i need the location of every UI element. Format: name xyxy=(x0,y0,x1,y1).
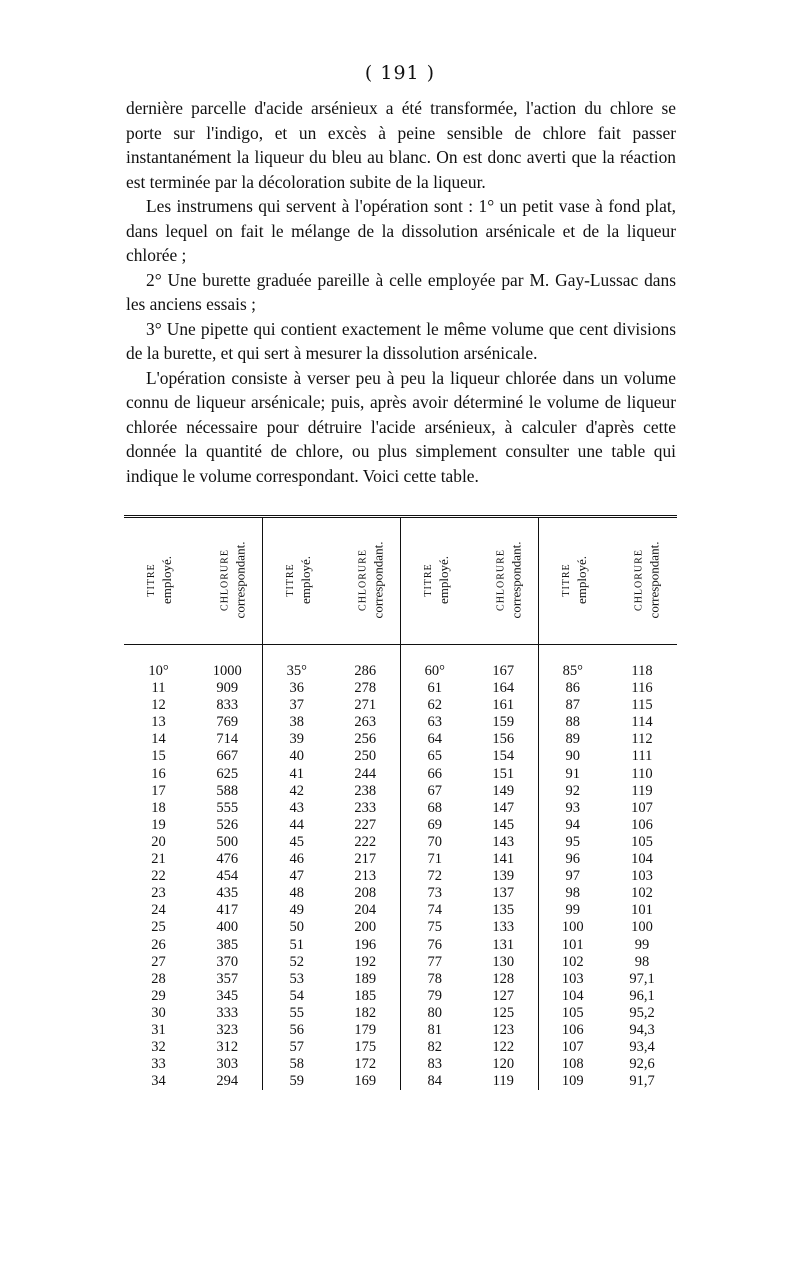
table-row xyxy=(124,1005,677,1022)
paragraph-4: 3° Une pipette qui contient exactement le même volume que cent divisions de la burette, et qui sert à mesurer la dissolution arsénicale. xyxy=(126,318,676,363)
table-cell: 555 xyxy=(193,800,262,817)
table-cell: 108 xyxy=(561,1056,584,1073)
table-cell: 118 xyxy=(631,663,653,679)
table-cell: 303 xyxy=(193,1056,262,1073)
table-cell: 103 xyxy=(561,970,584,987)
table-row xyxy=(124,919,677,936)
table-cell: 88 xyxy=(565,714,580,731)
table-cell: 67 xyxy=(427,782,442,799)
table-cell: 11 xyxy=(151,680,166,697)
table-cell: 222 xyxy=(331,834,400,851)
table-cell: 104 xyxy=(561,987,584,1004)
table-cell: 164 xyxy=(469,680,538,697)
table-cell: 75 xyxy=(427,919,442,936)
table-cell: 60° xyxy=(424,663,445,679)
column-header-titre-3: TITRE employé. xyxy=(400,518,469,645)
column-header-chlorure-2: CHLORURE correspondant. xyxy=(331,518,400,645)
table-cell: 102 xyxy=(631,885,653,902)
table-cell: 23 xyxy=(151,885,166,902)
table-cell: 17 xyxy=(151,782,166,799)
table-header-row xyxy=(124,518,677,645)
table-cell: 96 xyxy=(565,851,580,868)
paragraph-2: Les instrumens qui servent à l'opération sont : 1° un petit vase à fond plat, dans lequel on fait le mélange de la dissolution arsénicale et de la liqueur chlorée ; xyxy=(126,196,676,265)
body-text xyxy=(126,96,676,488)
table-cell: 93,4 xyxy=(629,1039,655,1056)
table-row xyxy=(124,800,677,817)
table-cell: 46 xyxy=(289,851,304,868)
table-cell: 286 xyxy=(331,645,400,681)
table-cell: 833 xyxy=(193,697,262,714)
table-cell: 192 xyxy=(331,954,400,971)
table-cell: 37 xyxy=(289,697,304,714)
table-cell: 12 xyxy=(151,697,166,714)
table-cell: 68 xyxy=(427,799,442,816)
table-cell: 74 xyxy=(427,902,442,919)
table-row xyxy=(124,731,677,748)
table-cell: 22 xyxy=(151,868,166,885)
table-cell: 357 xyxy=(193,971,262,988)
table-cell: 104 xyxy=(631,851,653,868)
table-cell: 156 xyxy=(469,731,538,748)
table-cell: 90 xyxy=(565,748,580,765)
table-cell: 175 xyxy=(331,1039,400,1056)
table-cell: 109 xyxy=(561,1073,584,1090)
table-cell: 106 xyxy=(631,816,653,833)
table-cell: 667 xyxy=(193,748,262,765)
table-cell: 714 xyxy=(193,731,262,748)
table-cell: 72 xyxy=(427,868,442,885)
table-cell: 85° xyxy=(562,663,583,679)
paragraph-1: dernière parcelle d'acide arsénieux a été transformée, l'action du chlore se porte sur l'indigo, et un excès à peine sensible de chlore fait passer instantanément la liqueur du bleu au blanc. On est donc averti que la réaction est terminée par la décoloration subite de la liqueur. xyxy=(126,98,676,192)
table-cell: 20 xyxy=(151,833,166,850)
table-cell: 116 xyxy=(631,680,653,697)
table-cell: 77 xyxy=(427,953,442,970)
table-row xyxy=(124,971,677,988)
table-cell: 250 xyxy=(331,748,400,765)
table-cell: 59 xyxy=(289,1073,304,1090)
table-cell: 139 xyxy=(469,868,538,885)
table-cell: 454 xyxy=(193,868,262,885)
table-cell: 97,1 xyxy=(629,970,655,987)
table-cell: 52 xyxy=(289,953,304,970)
table-cell: 92 xyxy=(565,782,580,799)
table-cell: 14 xyxy=(151,731,166,748)
table-cell: 10° xyxy=(148,663,169,679)
table-cell: 151 xyxy=(469,766,538,783)
table-cell: 127 xyxy=(469,988,538,1005)
table-cell: 61 xyxy=(427,680,442,697)
page-number: ( 191 ) xyxy=(364,62,436,84)
table-cell: 909 xyxy=(193,680,262,697)
table-cell: 137 xyxy=(469,885,538,902)
table-cell: 476 xyxy=(193,851,262,868)
table-cell: 26 xyxy=(151,936,166,953)
table-cell: 36 xyxy=(289,680,304,697)
table-cell: 370 xyxy=(193,954,262,971)
table-cell: 345 xyxy=(193,988,262,1005)
table-cell: 271 xyxy=(331,697,400,714)
table-cell: 63 xyxy=(427,714,442,731)
table-cell: 54 xyxy=(289,987,304,1004)
table-cell: 87 xyxy=(565,697,580,714)
table-row xyxy=(124,1039,677,1056)
table-cell: 70 xyxy=(427,833,442,850)
table-cell: 133 xyxy=(469,919,538,936)
column-header-titre-4: TITRE employé. xyxy=(538,518,607,645)
table-row xyxy=(124,954,677,971)
table-row xyxy=(124,868,677,885)
table-cell: 97 xyxy=(565,868,580,885)
table-cell: 33 xyxy=(151,1056,166,1073)
table-cell: 93 xyxy=(565,799,580,816)
table-cell: 161 xyxy=(469,697,538,714)
table-cell: 100 xyxy=(561,919,584,936)
table-cell: 1000 xyxy=(193,645,262,681)
table-cell: 28 xyxy=(151,970,166,987)
table-cell: 217 xyxy=(331,851,400,868)
table-cell: 105 xyxy=(561,1004,584,1021)
table-cell: 53 xyxy=(289,970,304,987)
table-cell: 120 xyxy=(469,1056,538,1073)
table-cell: 278 xyxy=(331,680,400,697)
table-row xyxy=(124,937,677,954)
table-cell: 24 xyxy=(151,902,166,919)
table-cell: 119 xyxy=(631,782,653,799)
table-cell: 86 xyxy=(565,680,580,697)
table-row xyxy=(124,817,677,834)
table-cell: 131 xyxy=(469,937,538,954)
table-row xyxy=(124,851,677,868)
table-cell: 73 xyxy=(427,885,442,902)
table-cell: 42 xyxy=(289,782,304,799)
table-cell: 119 xyxy=(469,1073,538,1090)
table-cell: 115 xyxy=(631,697,653,714)
table-cell: 13 xyxy=(151,714,166,731)
table-cell: 55 xyxy=(289,1004,304,1021)
table-cell: 135 xyxy=(469,902,538,919)
table-cell: 208 xyxy=(331,885,400,902)
table-cell: 244 xyxy=(331,766,400,783)
table-row xyxy=(124,748,677,765)
table-cell: 62 xyxy=(427,697,442,714)
table-cell: 189 xyxy=(331,971,400,988)
table-row xyxy=(124,902,677,919)
table-cell: 107 xyxy=(561,1039,584,1056)
table-cell: 16 xyxy=(151,765,166,782)
table-row xyxy=(124,1022,677,1039)
table-cell: 111 xyxy=(631,748,653,765)
table-cell: 21 xyxy=(151,851,166,868)
table-cell: 769 xyxy=(193,714,262,731)
table-cell: 238 xyxy=(331,783,400,800)
table-cell: 84 xyxy=(427,1073,442,1090)
table-cell: 82 xyxy=(427,1039,442,1056)
table-cell: 130 xyxy=(469,954,538,971)
table-cell: 83 xyxy=(427,1056,442,1073)
table-cell: 15 xyxy=(151,748,166,765)
table-cell: 57 xyxy=(289,1039,304,1056)
table-cell: 169 xyxy=(331,1073,400,1090)
table-cell: 106 xyxy=(561,1021,584,1038)
table-cell: 105 xyxy=(631,833,653,850)
table-cell: 94 xyxy=(565,816,580,833)
table-cell: 435 xyxy=(193,885,262,902)
table-row xyxy=(124,885,677,902)
table-cell: 385 xyxy=(193,937,262,954)
table-cell: 96,1 xyxy=(629,987,655,1004)
table-cell: 34 xyxy=(151,1073,166,1090)
table-cell: 159 xyxy=(469,714,538,731)
table-cell: 43 xyxy=(289,799,304,816)
table-cell: 32 xyxy=(151,1039,166,1056)
table-cell: 182 xyxy=(331,1005,400,1022)
table-cell: 213 xyxy=(331,868,400,885)
table-cell: 99 xyxy=(634,936,650,953)
table-cell: 125 xyxy=(469,1005,538,1022)
table-cell: 149 xyxy=(469,783,538,800)
table-cell: 31 xyxy=(151,1021,166,1038)
table-cell: 50 xyxy=(289,919,304,936)
table-cell: 80 xyxy=(427,1004,442,1021)
table-cell: 65 xyxy=(427,748,442,765)
table-cell: 29 xyxy=(151,987,166,1004)
table-cell: 99 xyxy=(565,902,580,919)
table-cell: 204 xyxy=(331,902,400,919)
table-cell: 79 xyxy=(427,987,442,1004)
table-cell: 58 xyxy=(289,1056,304,1073)
table-cell: 256 xyxy=(331,731,400,748)
table-cell: 294 xyxy=(193,1073,262,1090)
table-cell: 233 xyxy=(331,800,400,817)
table-cell: 400 xyxy=(193,919,262,936)
table-cell: 18 xyxy=(151,799,166,816)
table-cell: 141 xyxy=(469,851,538,868)
table-cell: 588 xyxy=(193,783,262,800)
table-cell: 114 xyxy=(631,714,653,731)
table-cell: 98 xyxy=(634,953,650,970)
table-cell: 196 xyxy=(331,937,400,954)
table-cell: 69 xyxy=(427,816,442,833)
table-cell: 143 xyxy=(469,834,538,851)
table-cell: 48 xyxy=(289,885,304,902)
table-cell: 40 xyxy=(289,748,304,765)
table-cell: 94,3 xyxy=(629,1021,655,1038)
table-cell: 145 xyxy=(469,817,538,834)
table-cell: 49 xyxy=(289,902,304,919)
table-cell: 39 xyxy=(289,731,304,748)
column-header-titre-1: TITRE employé. xyxy=(124,518,193,645)
table-cell: 47 xyxy=(289,868,304,885)
table-row xyxy=(124,645,677,681)
table-cell: 123 xyxy=(469,1022,538,1039)
table-cell: 101 xyxy=(631,902,653,919)
table-cell: 128 xyxy=(469,971,538,988)
paragraph-5: L'opération consiste à verser peu à peu la liqueur chlorée dans un volume connu de liqueur arsénicale; puis, après avoir déterminé le volume de liqueur chlorée nécessaire pour détruire l'acide arsénieux, à calculer d'après cette donnée la quantité de chlore, ou plus simplement consulter une table qui indique le volume correspondant. Voici cette table. xyxy=(126,367,676,486)
table-row xyxy=(124,834,677,851)
column-header-chlorure-4: CHLORURE correspondant. xyxy=(607,518,677,645)
table-cell: 95,2 xyxy=(629,1004,655,1021)
table-row xyxy=(124,697,677,714)
table-cell: 44 xyxy=(289,816,304,833)
column-header-chlorure-1: CHLORURE correspondant. xyxy=(193,518,262,645)
table-cell: 110 xyxy=(631,765,653,782)
table-cell: 200 xyxy=(331,919,400,936)
table-cell: 312 xyxy=(193,1039,262,1056)
table-cell: 56 xyxy=(289,1021,304,1038)
table-cell: 76 xyxy=(427,936,442,953)
table-cell: 89 xyxy=(565,731,580,748)
table-cell: 103 xyxy=(631,868,653,885)
table-row xyxy=(124,1073,677,1090)
table-cell: 92,6 xyxy=(629,1056,655,1073)
paragraph-3: 2° Une burette graduée pareille à celle employée par M. Gay-Lussac dans les anciens essais ; xyxy=(126,269,676,314)
table-cell: 66 xyxy=(427,765,442,782)
table-cell: 172 xyxy=(331,1056,400,1073)
table-cell: 107 xyxy=(631,799,653,816)
table-cell: 147 xyxy=(469,800,538,817)
table-cell: 333 xyxy=(193,1005,262,1022)
table-row xyxy=(124,766,677,783)
table-cell: 112 xyxy=(631,731,653,748)
table-cell: 625 xyxy=(193,766,262,783)
column-header-titre-2: TITRE employé. xyxy=(262,518,331,645)
table-cell: 102 xyxy=(561,953,584,970)
table-cell: 91,7 xyxy=(629,1073,655,1090)
table-cell: 154 xyxy=(469,748,538,765)
column-header-chlorure-3: CHLORURE correspondant. xyxy=(469,518,538,645)
table-row xyxy=(124,988,677,1005)
table-cell: 19 xyxy=(151,816,166,833)
table-cell: 179 xyxy=(331,1022,400,1039)
table-cell: 38 xyxy=(289,714,304,731)
table-cell: 526 xyxy=(193,817,262,834)
table-cell: 323 xyxy=(193,1022,262,1039)
table-cell: 101 xyxy=(561,936,584,953)
table-cell: 122 xyxy=(469,1039,538,1056)
table-cell: 167 xyxy=(469,645,538,681)
table-cell: 25 xyxy=(151,919,166,936)
table-cell: 500 xyxy=(193,834,262,851)
table-row xyxy=(124,1056,677,1073)
table-cell: 64 xyxy=(427,731,442,748)
table-cell: 95 xyxy=(565,833,580,850)
table-row xyxy=(124,714,677,731)
table-cell: 100 xyxy=(631,919,653,936)
table-cell: 35° xyxy=(286,663,307,679)
table-row xyxy=(124,680,677,697)
table-cell: 27 xyxy=(151,953,166,970)
conversion-table xyxy=(124,518,677,1090)
table-cell: 78 xyxy=(427,970,442,987)
table-cell: 263 xyxy=(331,714,400,731)
table-cell: 185 xyxy=(331,988,400,1005)
table-body xyxy=(124,645,677,1091)
conversion-table-container xyxy=(124,515,677,1090)
table-cell: 30 xyxy=(151,1004,166,1021)
table-cell: 91 xyxy=(565,765,580,782)
table-cell: 71 xyxy=(427,851,442,868)
table-cell: 417 xyxy=(193,902,262,919)
table-cell: 51 xyxy=(289,936,304,953)
table-row xyxy=(124,783,677,800)
table-cell: 227 xyxy=(331,817,400,834)
table-cell: 45 xyxy=(289,833,304,850)
table-cell: 41 xyxy=(289,765,304,782)
table-cell: 98 xyxy=(565,885,580,902)
table-cell: 81 xyxy=(427,1021,442,1038)
